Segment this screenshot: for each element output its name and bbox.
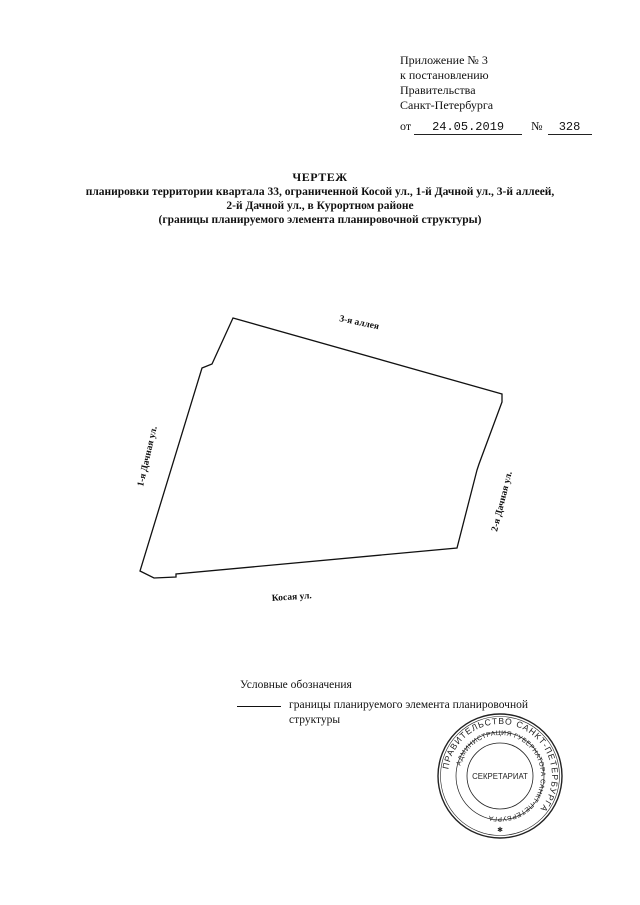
- number-sign: №: [531, 119, 543, 133]
- title-line: планировки территории квартала 33, ограниченной Косой ул., 1-й Дачной ул., 3-й аллеей,: [85, 186, 555, 198]
- street-label-top: 3-я аллея: [338, 314, 380, 333]
- decree-date: 24.05.2019: [414, 120, 522, 135]
- block-boundary: [140, 318, 502, 578]
- seal-outer-text: ПРАВИТЕЛЬСТВО САНКТ-ПЕТЕРБУРГА: [440, 715, 561, 815]
- legend-boundary-symbol: [237, 706, 281, 707]
- official-seal: [436, 712, 564, 840]
- appendix-line: Правительства: [400, 83, 476, 97]
- street-label-right: 2-я Дачная ул.: [490, 470, 515, 533]
- seal-center-text: СЕКРЕТАРИАТ: [472, 772, 528, 781]
- appendix-line: к постановлению: [400, 68, 489, 82]
- appendix-line: Санкт-Петербурга: [400, 98, 494, 112]
- decree-number: 328: [548, 120, 592, 135]
- street-label-left: 1-я Дачная ул.: [136, 425, 160, 488]
- seal-inner-text: АДМИНИСТРАЦИЯ ГУБЕРНАТОРА САНКТ-ПЕТЕРБУРГА: [455, 729, 547, 823]
- legend-item-text: границы планируемого элемента планировочной структуры: [289, 699, 529, 726]
- street-label-bottom: Косая ул.: [271, 591, 313, 604]
- title-line: 2-й Дачной ул., в Курортном районе: [226, 200, 414, 212]
- title-line: (границы планируемого элемента планировочной структуры): [158, 214, 482, 226]
- legend-title: Условные обозначения: [240, 679, 352, 691]
- title-main: ЧЕРТЕЖ: [292, 170, 348, 184]
- appendix-line: Приложение № 3: [400, 53, 488, 67]
- date-prefix: от: [400, 119, 412, 133]
- svg-text:✱: ✱: [497, 826, 503, 834]
